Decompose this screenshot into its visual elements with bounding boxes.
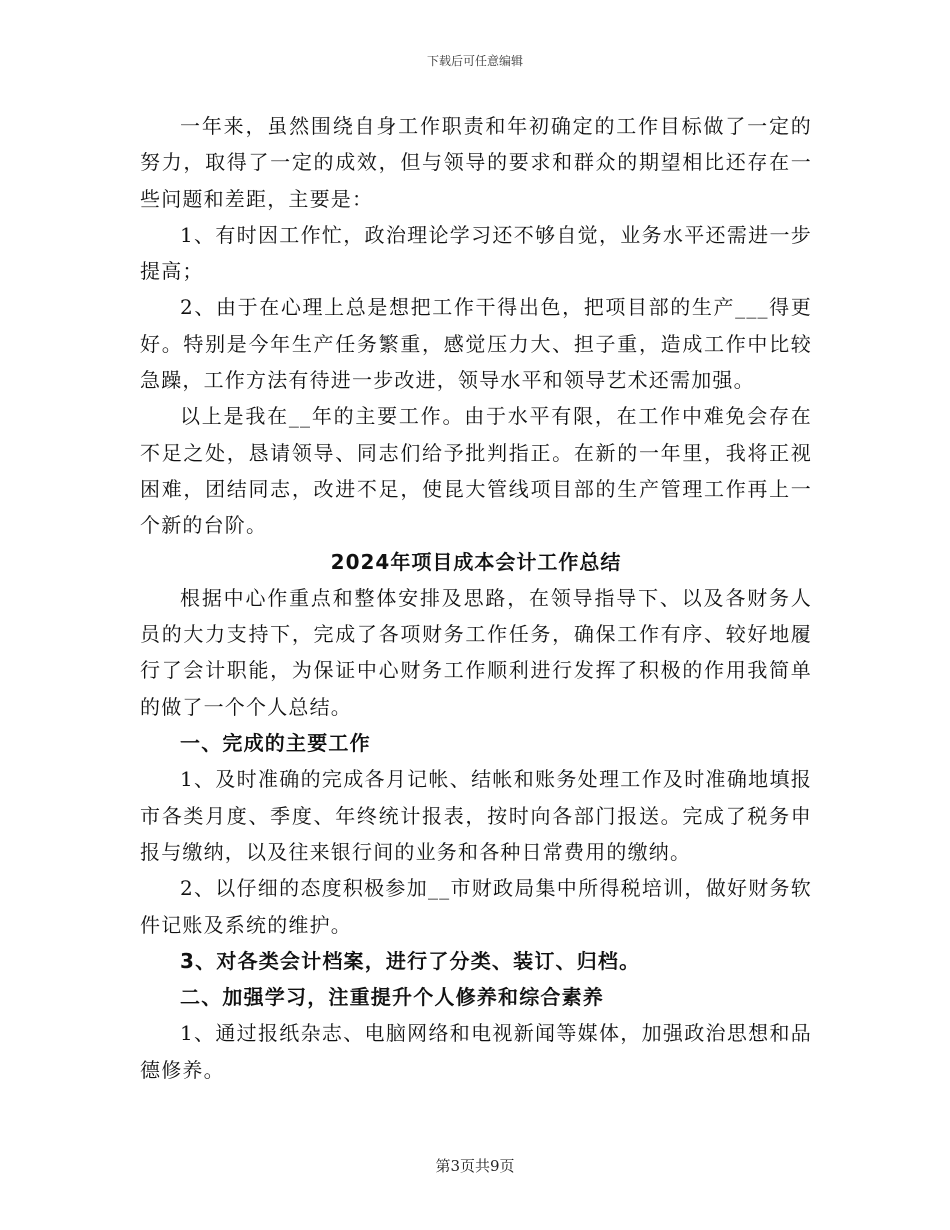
document-body	[140, 108, 812, 1088]
paragraph-work-item-1: 1、及时准确的完成各月记帐、结帐和账务处理工作及时准确地填报市各类月度、季度、年终统计报表，按时向各部门报送。完成了税务申报与缴纳，以及往来银行间的业务和各种日常费用的缴纳。	[140, 767, 812, 864]
paragraph-summary-intro: 一年来，虽然围绕自身工作职责和年初确定的工作目标做了一定的努力，取得了一定的成效，但与领导的要求和群众的期望相比还存在一些问题和差距，主要是：	[140, 114, 812, 211]
document-title: 2024年项目成本会计工作总结	[330, 549, 622, 574]
page-number: 第3页共9页	[435, 1157, 515, 1175]
paragraph-work-item-3: 3、对各类会计档案，进行了分类、装订、归档。	[180, 948, 641, 973]
paragraph-work-item-2: 2、以仔细的态度积极参加__市财政局集中所得税培训，做好财务软件记账及系统的维护。	[140, 876, 812, 937]
page-header: 下载后可任意编辑	[426, 54, 523, 68]
section-heading-main-work: 一、完成的主要工作	[180, 731, 371, 756]
section-heading-study: 二、加强学习，注重提升个人修养和综合素养	[180, 985, 604, 1010]
paragraph-issue-1: 1、有时因工作忙，政治理论学习还不够自觉，业务水平还需进一步提高；	[140, 222, 812, 284]
paragraph-issue-2: 2、由于在心理上总是想把工作干得出色，把项目部的生产___得更好。特别是今年生产任务繁重，感觉压力大、担子重，造成工作中比较急躁，工作方法有待进一步改进，领导水平和领导艺术还需加强。	[140, 295, 812, 393]
paragraph-overview: 根据中心作重点和整体安排及思路，在领导指导下、以及各财务人员的大力支持下，完成了各项财务工作任务，确保工作有序、较好地履行了会计职能，为保证中心财务工作顺利进行发挥了积极的作用我简单的做了一个个人总结。	[140, 585, 812, 719]
paragraph-conclusion: 以上是我在__年的主要工作。由于水平有限，在工作中难免会存在不足之处，恳请领导、同志们给予批判指正。在新的一年里，我将正视困难，团结同志，改进不足，使昆大管线项目部的生产管理工作再上一个新的台阶。	[140, 404, 812, 538]
paragraph-study-item-1: 1、通过报纸杂志、电脑网络和电视新闻等媒体，加强政治思想和品德修养。	[140, 1021, 812, 1082]
